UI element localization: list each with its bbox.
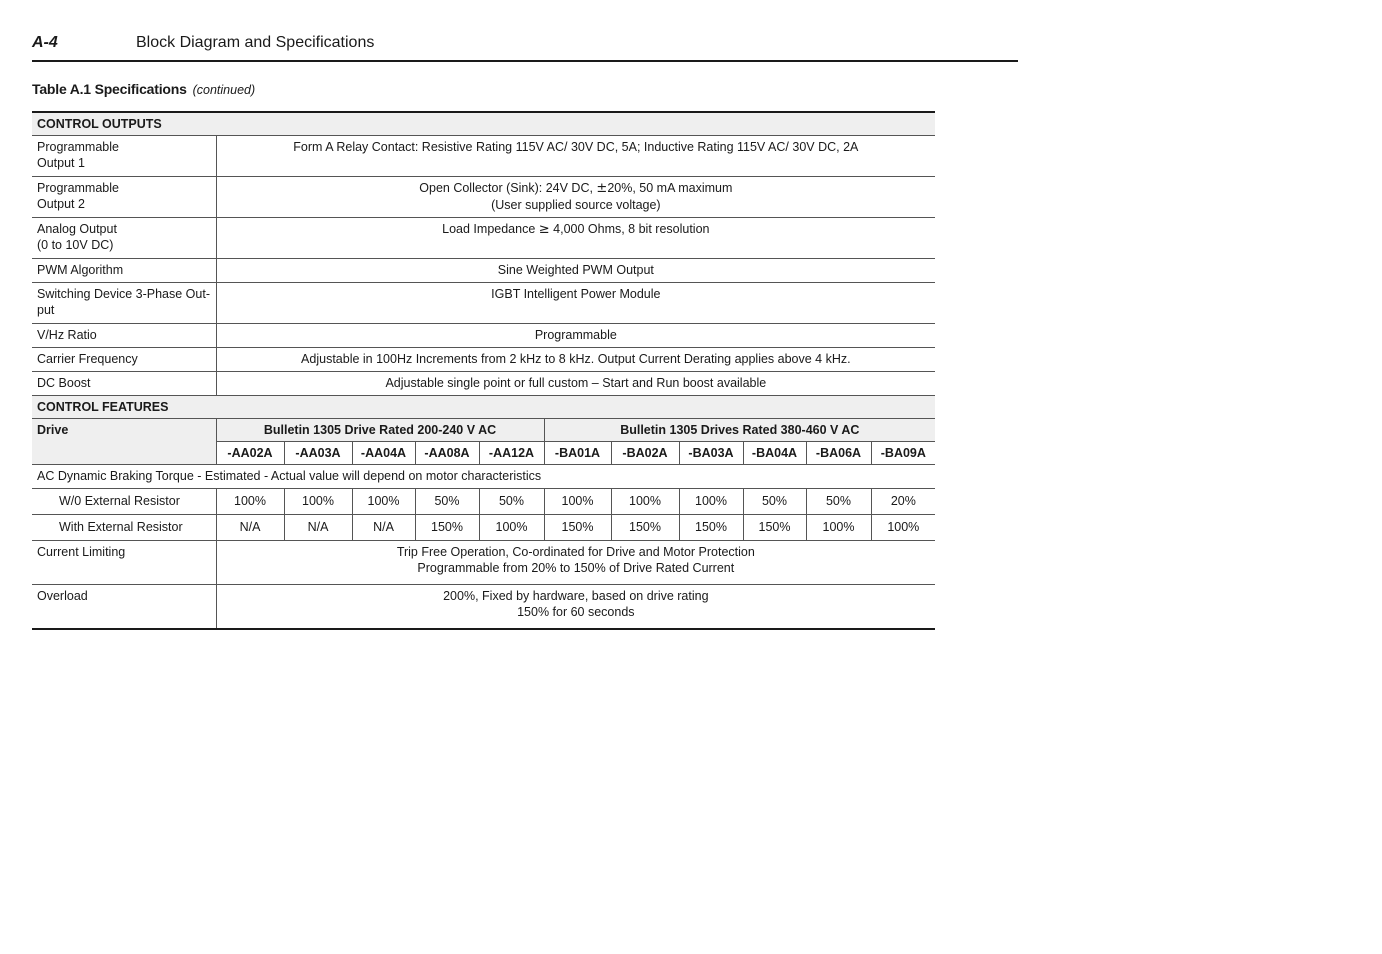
spec-value-line: Programmable from 20% to 150% of Drive Rated Current	[417, 561, 735, 575]
braking-value: 50%	[806, 489, 871, 515]
drive-group-380-460v: Bulletin 1305 Drives Rated 380-460 V AC	[544, 419, 935, 442]
model-cell: -BA06A	[806, 442, 871, 465]
spec-row-dc-boost	[32, 372, 935, 396]
braking-torque-title-row	[32, 465, 935, 489]
table-caption-continued: (continued)	[192, 83, 256, 97]
table-caption	[32, 81, 255, 97]
braking-value: 100%	[216, 489, 284, 515]
spec-row-pwm-algorithm	[32, 259, 935, 283]
spec-value-line: 150% for 60 seconds	[517, 605, 635, 619]
section-label: CONTROL OUTPUTS	[32, 112, 935, 136]
spec-label-line: put	[37, 303, 55, 317]
spec-label-line: Output 1	[37, 156, 85, 170]
model-cell: -AA08A	[415, 442, 479, 465]
model-cell: -BA03A	[679, 442, 743, 465]
spec-label: Carrier Frequency	[32, 348, 216, 372]
plus-minus-symbol: ±	[596, 181, 608, 196]
spec-row-vhz-ratio	[32, 324, 935, 348]
model-cell: -BA09A	[871, 442, 935, 465]
spec-label-line: Programmable	[37, 140, 119, 154]
braking-value: 100%	[679, 489, 743, 515]
braking-value: 50%	[743, 489, 806, 515]
table-caption-main: Table A.1 Specifications	[32, 81, 187, 97]
spec-label	[32, 177, 216, 218]
braking-value: 100%	[871, 515, 935, 541]
braking-torque-title: AC Dynamic Braking Torque - Estimated - Actual value will depend on motor characteristics	[32, 465, 935, 489]
spec-label: V/Hz Ratio	[32, 324, 216, 348]
spec-label: Current Limiting	[32, 541, 216, 585]
braking-value: 50%	[415, 489, 479, 515]
section-title: Block Diagram and Specifications	[136, 34, 375, 51]
spec-value	[216, 585, 935, 630]
spec-value	[216, 177, 935, 218]
drive-group-200-240v: Bulletin 1305 Drive Rated 200-240 V AC	[216, 419, 544, 442]
drive-group-header-row	[32, 419, 935, 442]
spec-value: IGBT Intelligent Power Module	[216, 283, 935, 324]
braking-value: 100%	[352, 489, 415, 515]
spec-label-line: Output 2	[37, 197, 85, 211]
spec-row-overload	[32, 585, 935, 630]
spec-value-line: Open Collector (Sink): 24V DC, ±20%, 50 mA maximum	[419, 181, 733, 196]
spec-value: Load Impedance ≥ 4,000 Ohms, 8 bit resolution	[216, 218, 935, 259]
specifications-table	[32, 111, 935, 630]
spec-value: Adjustable single point or full custom – Start and Run boost available	[216, 372, 935, 396]
braking-value: 100%	[284, 489, 352, 515]
braking-value: 150%	[743, 515, 806, 541]
spec-value: Adjustable in 100Hz Increments from 2 kHz to 8 kHz. Output Current Derating applies above 4 kHz.	[216, 348, 935, 372]
spec-value: Programmable	[216, 324, 935, 348]
spec-value: Form A Relay Contact: Resistive Rating 115V AC/ 30V DC, 5A; Inductive Rating 115V AC/ 30V DC, 2A	[216, 136, 935, 177]
spec-value: Sine Weighted PWM Output	[216, 259, 935, 283]
braking-value: 100%	[611, 489, 679, 515]
braking-row-label: W/0 External Resistor	[32, 489, 216, 515]
spec-label	[32, 283, 216, 324]
braking-value: 150%	[679, 515, 743, 541]
braking-value: 150%	[415, 515, 479, 541]
spec-label-line: (0 to 10V DC)	[37, 238, 114, 252]
model-cell: -BA01A	[544, 442, 611, 465]
spec-value	[216, 541, 935, 585]
braking-value: 100%	[544, 489, 611, 515]
spec-row-programmable-output-1	[32, 136, 935, 177]
braking-value: N/A	[284, 515, 352, 541]
spec-row-switching-device	[32, 283, 935, 324]
model-cell: -BA04A	[743, 442, 806, 465]
braking-value: N/A	[352, 515, 415, 541]
spec-value-line: (User supplied source voltage)	[491, 198, 661, 212]
model-cell: -BA02A	[611, 442, 679, 465]
braking-row-label: With External Resistor	[32, 515, 216, 541]
spec-label: DC Boost	[32, 372, 216, 396]
spec-label-line: Switching Device 3-Phase Out-	[37, 287, 210, 301]
braking-value: 100%	[806, 515, 871, 541]
model-cell: -AA02A	[216, 442, 284, 465]
drive-label: Drive	[32, 419, 216, 465]
spec-label-line: Analog Output	[37, 222, 117, 236]
spec-value-line: 200%, Fixed by hardware, based on drive rating	[443, 589, 709, 603]
spec-label-line: Programmable	[37, 181, 119, 195]
braking-value: N/A	[216, 515, 284, 541]
spec-label: Overload	[32, 585, 216, 630]
greater-equal-symbol: ≥	[538, 222, 550, 237]
section-row-control-outputs	[32, 112, 935, 136]
spec-row-carrier-frequency	[32, 348, 935, 372]
spec-value-line: Trip Free Operation, Co-ordinated for Drive and Motor Protection	[396, 545, 755, 559]
model-cell: -AA04A	[352, 442, 415, 465]
braking-value: 150%	[611, 515, 679, 541]
braking-value: 20%	[871, 489, 935, 515]
section-row-control-features	[32, 396, 935, 419]
spec-row-programmable-output-2	[32, 177, 935, 218]
braking-row-with-resistor	[32, 515, 935, 541]
spec-row-current-limiting	[32, 541, 935, 585]
page-header	[32, 30, 1018, 62]
model-cell: -AA03A	[284, 442, 352, 465]
spec-label	[32, 136, 216, 177]
braking-value: 150%	[544, 515, 611, 541]
spec-row-analog-output	[32, 218, 935, 259]
section-label: CONTROL FEATURES	[32, 396, 935, 419]
braking-value: 100%	[479, 515, 544, 541]
spec-label	[32, 218, 216, 259]
braking-row-without-resistor	[32, 489, 935, 515]
spec-label: PWM Algorithm	[32, 259, 216, 283]
model-cell: -AA12A	[479, 442, 544, 465]
page-number: A-4	[32, 34, 58, 51]
braking-value: 50%	[479, 489, 544, 515]
